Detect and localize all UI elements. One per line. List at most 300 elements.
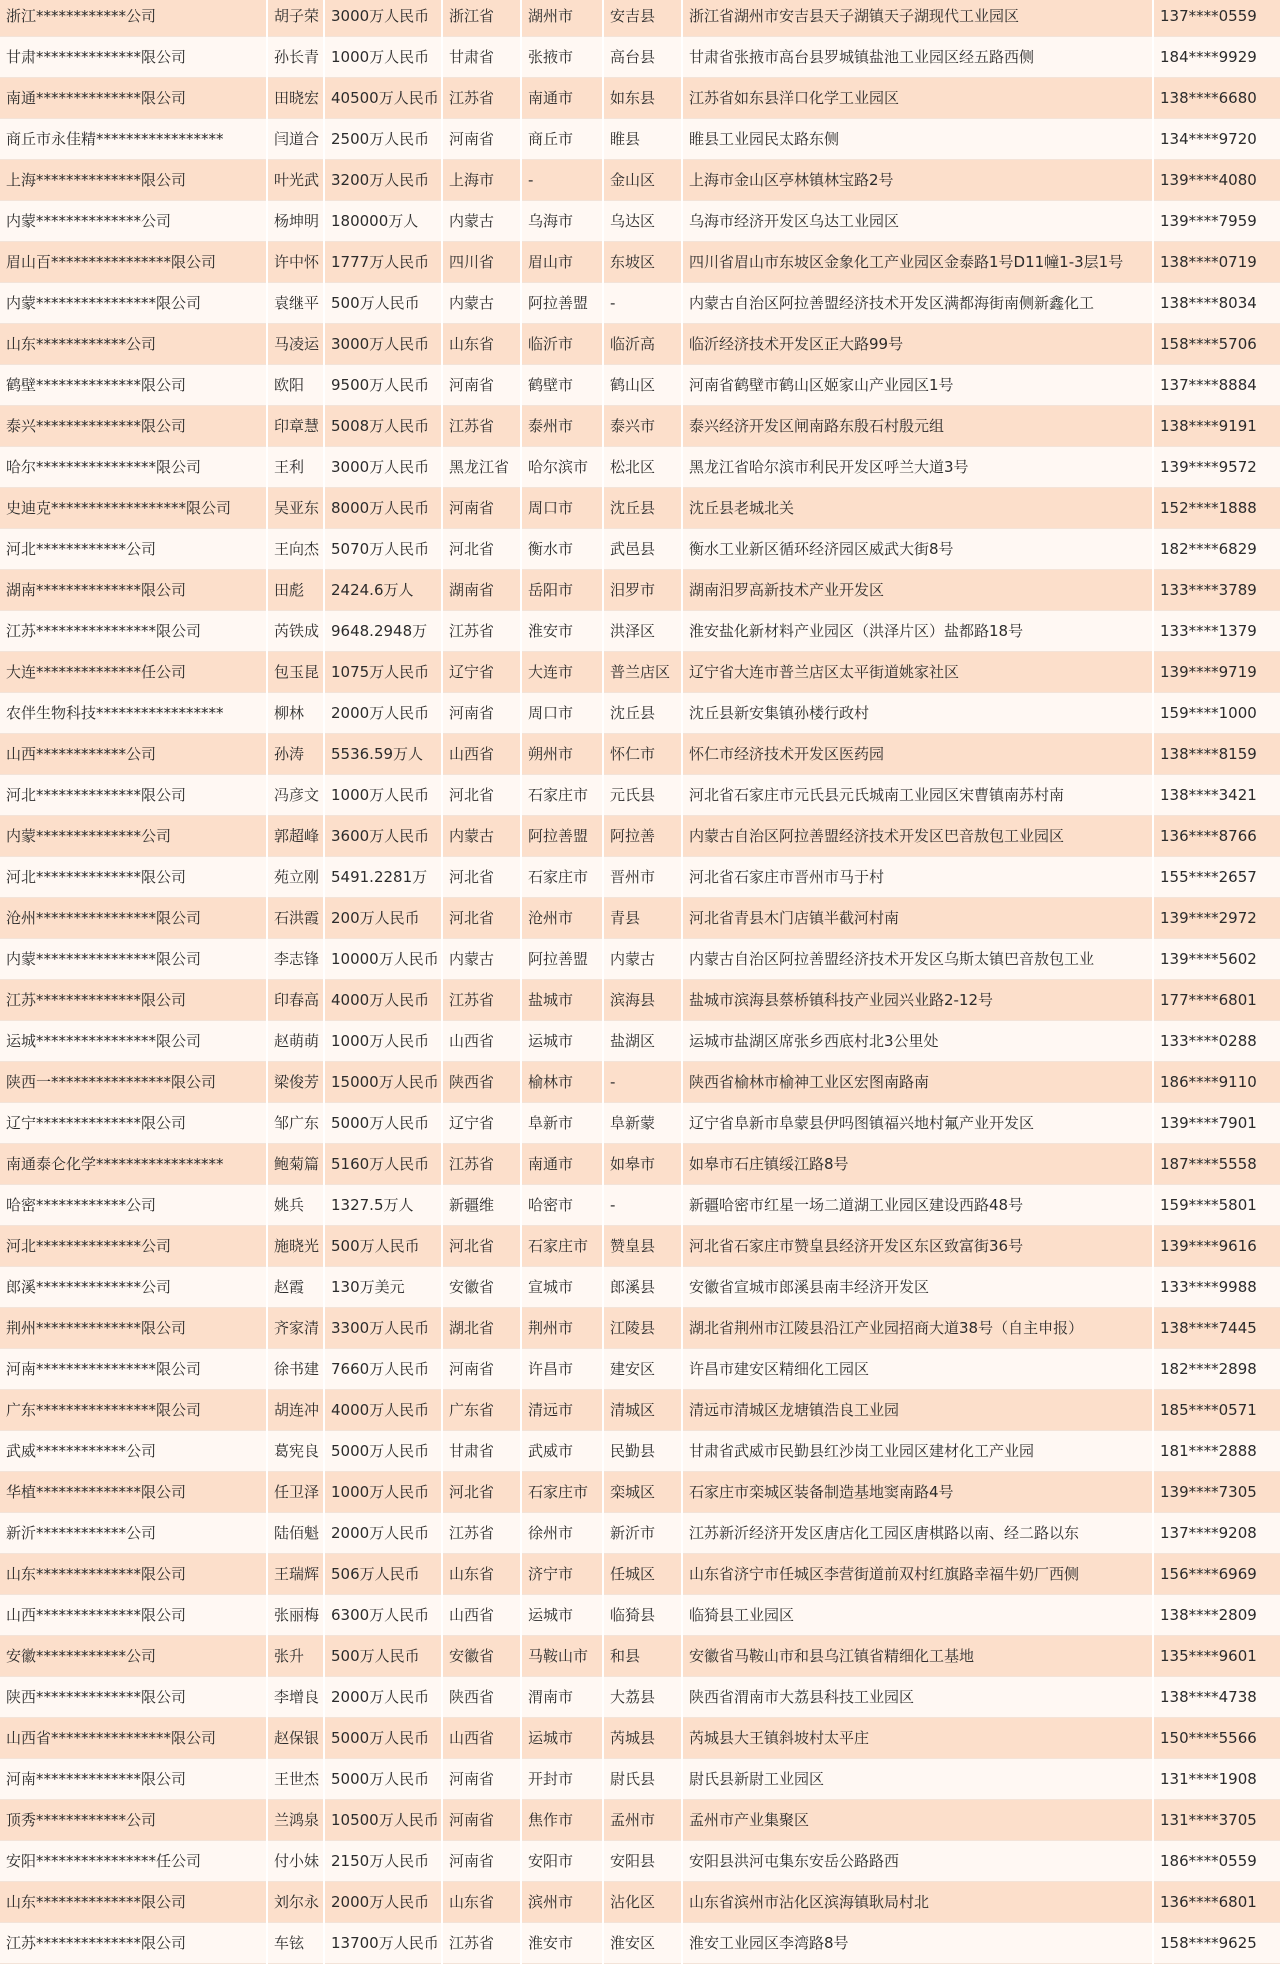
company-name-cell: 泰兴**************限公司 [0, 406, 267, 447]
company-name-cell: 河北**************公司 [0, 1226, 267, 1267]
district-cell: 临沂高 [603, 324, 682, 365]
legal-rep-cell: 叶光武 [267, 160, 324, 201]
city-cell: 南通市 [521, 1144, 603, 1185]
phone-cell: 131****3705 [1153, 1800, 1280, 1841]
phone-cell: 139****5602 [1153, 939, 1280, 980]
registered-capital-cell: 3300万人民币 [324, 1308, 442, 1349]
district-cell: 松北区 [603, 447, 682, 488]
phone-cell: 159****5801 [1153, 1185, 1280, 1226]
company-name-cell: 辽宁**************限公司 [0, 1103, 267, 1144]
province-cell: 湖北省 [442, 1308, 521, 1349]
legal-rep-cell: 赵保银 [267, 1718, 324, 1759]
district-cell: 临猗县 [603, 1595, 682, 1636]
address-cell: 安徽省马鞍山市和县乌江镇省精细化工基地 [682, 1636, 1153, 1677]
province-cell: 山西省 [442, 734, 521, 775]
registered-capital-cell: 9500万人民币 [324, 365, 442, 406]
city-cell: 石家庄市 [521, 1226, 603, 1267]
city-cell: 滨州市 [521, 1882, 603, 1923]
address-cell: 湖南汨罗高新技术产业开发区 [682, 570, 1153, 611]
table-row [0, 1759, 1280, 1800]
province-cell: 浙江省 [442, 0, 521, 37]
province-cell: 江苏省 [442, 980, 521, 1021]
table-row [0, 365, 1280, 406]
legal-rep-cell: 芮铁成 [267, 611, 324, 652]
province-cell: 河北省 [442, 775, 521, 816]
legal-rep-cell: 胡连冲 [267, 1390, 324, 1431]
district-cell: 鹤山区 [603, 365, 682, 406]
address-cell: 淮安盐化新材料产业园区（洪泽片区）盐都路18号 [682, 611, 1153, 652]
province-cell: 内蒙古 [442, 939, 521, 980]
phone-cell: 133****3789 [1153, 570, 1280, 611]
phone-cell: 139****7305 [1153, 1472, 1280, 1513]
city-cell: 焦作市 [521, 1800, 603, 1841]
table-row [0, 1636, 1280, 1677]
legal-rep-cell: 刘尔永 [267, 1882, 324, 1923]
city-cell: 岳阳市 [521, 570, 603, 611]
province-cell: 山东省 [442, 324, 521, 365]
phone-cell: 185****0571 [1153, 1390, 1280, 1431]
phone-cell: 139****7901 [1153, 1103, 1280, 1144]
company-name-cell: 郎溪**************公司 [0, 1267, 267, 1308]
address-cell: 怀仁市经济技术开发区医药园 [682, 734, 1153, 775]
address-cell: 陕西省渭南市大荔县科技工业园区 [682, 1677, 1153, 1718]
company-name-cell: 沧州****************限公司 [0, 898, 267, 939]
registered-capital-cell: 9648.2948万 [324, 611, 442, 652]
province-cell: 内蒙古 [442, 816, 521, 857]
province-cell: 山东省 [442, 1554, 521, 1595]
phone-cell: 137****9208 [1153, 1513, 1280, 1554]
company-name-cell: 山东**************限公司 [0, 1882, 267, 1923]
city-cell: 眉山市 [521, 242, 603, 283]
legal-rep-cell: 齐家清 [267, 1308, 324, 1349]
province-cell: 湖南省 [442, 570, 521, 611]
table-row [0, 734, 1280, 775]
phone-cell: 139****4080 [1153, 160, 1280, 201]
company-name-cell: 南通**************限公司 [0, 78, 267, 119]
city-cell: 周口市 [521, 488, 603, 529]
address-cell: 山东省滨州市沾化区滨海镇耿局村北 [682, 1882, 1153, 1923]
table-row [0, 1923, 1280, 1964]
phone-cell: 182****6829 [1153, 529, 1280, 570]
province-cell: 河南省 [442, 488, 521, 529]
table-row [0, 1677, 1280, 1718]
table-row [0, 324, 1280, 365]
legal-rep-cell: 石洪霞 [267, 898, 324, 939]
registered-capital-cell: 1000万人民币 [324, 37, 442, 78]
district-cell: 大荔县 [603, 1677, 682, 1718]
table-row [0, 775, 1280, 816]
phone-cell: 138****3421 [1153, 775, 1280, 816]
legal-rep-cell: 欧阳 [267, 365, 324, 406]
registered-capital-cell: 6300万人民币 [324, 1595, 442, 1636]
district-cell: 栾城区 [603, 1472, 682, 1513]
company-name-cell: 山西**************限公司 [0, 1595, 267, 1636]
province-cell: 辽宁省 [442, 652, 521, 693]
company-name-cell: 广东****************限公司 [0, 1390, 267, 1431]
province-cell: 内蒙古 [442, 283, 521, 324]
province-cell: 陕西省 [442, 1062, 521, 1103]
company-name-cell: 山西************公司 [0, 734, 267, 775]
phone-cell: 182****2898 [1153, 1349, 1280, 1390]
district-cell: 盐湖区 [603, 1021, 682, 1062]
district-cell: 郎溪县 [603, 1267, 682, 1308]
legal-rep-cell: 袁继平 [267, 283, 324, 324]
phone-cell: 139****9572 [1153, 447, 1280, 488]
province-cell: 辽宁省 [442, 1103, 521, 1144]
city-cell: 清远市 [521, 1390, 603, 1431]
city-cell: 石家庄市 [521, 1472, 603, 1513]
table-row [0, 1390, 1280, 1431]
province-cell: 江苏省 [442, 406, 521, 447]
company-name-cell: 内蒙**************公司 [0, 816, 267, 857]
legal-rep-cell: 付小妹 [267, 1841, 324, 1882]
company-name-cell: 商丘市永佳精***************** [0, 119, 267, 160]
city-cell: 马鞍山市 [521, 1636, 603, 1677]
phone-cell: 139****2972 [1153, 898, 1280, 939]
registered-capital-cell: 3200万人民币 [324, 160, 442, 201]
district-cell: 滨海县 [603, 980, 682, 1021]
district-cell: 淮安区 [603, 1923, 682, 1964]
district-cell: 青县 [603, 898, 682, 939]
city-cell: 南通市 [521, 78, 603, 119]
city-cell: 运城市 [521, 1595, 603, 1636]
district-cell: 普兰店区 [603, 652, 682, 693]
district-cell: 怀仁市 [603, 734, 682, 775]
registered-capital-cell: 200万人民币 [324, 898, 442, 939]
company-name-cell: 河南****************限公司 [0, 1349, 267, 1390]
legal-rep-cell: 杨坤明 [267, 201, 324, 242]
address-cell: 河北省石家庄市晋州市马于村 [682, 857, 1153, 898]
phone-cell: 150****5566 [1153, 1718, 1280, 1759]
province-cell: 四川省 [442, 242, 521, 283]
registered-capital-cell: 13700万人民币 [324, 1923, 442, 1964]
address-cell: 淮安工业园区李湾路8号 [682, 1923, 1153, 1964]
city-cell: - [521, 160, 603, 201]
company-name-cell: 顶秀************公司 [0, 1800, 267, 1841]
legal-rep-cell: 王世杰 [267, 1759, 324, 1800]
phone-cell: 133****9988 [1153, 1267, 1280, 1308]
address-cell: 河北省青县木门店镇半截河村南 [682, 898, 1153, 939]
table-row [0, 1431, 1280, 1472]
table-row [0, 1718, 1280, 1759]
district-cell: - [603, 1185, 682, 1226]
legal-rep-cell: 王瑞辉 [267, 1554, 324, 1595]
table-row [0, 857, 1280, 898]
address-cell: 运城市盐湖区席张乡西底村北3公里处 [682, 1021, 1153, 1062]
company-name-cell: 华植**************限公司 [0, 1472, 267, 1513]
province-cell: 安徽省 [442, 1267, 521, 1308]
district-cell: 武邑县 [603, 529, 682, 570]
registered-capital-cell: 2000万人民币 [324, 1677, 442, 1718]
company-name-cell: 江苏****************限公司 [0, 611, 267, 652]
table-row [0, 816, 1280, 857]
registered-capital-cell: 2500万人民币 [324, 119, 442, 160]
phone-cell: 137****8884 [1153, 365, 1280, 406]
legal-rep-cell: 吴亚东 [267, 488, 324, 529]
district-cell: 沾化区 [603, 1882, 682, 1923]
phone-cell: 187****5558 [1153, 1144, 1280, 1185]
company-name-cell: 荆州**************限公司 [0, 1308, 267, 1349]
district-cell: 东坡区 [603, 242, 682, 283]
city-cell: 安阳市 [521, 1841, 603, 1882]
district-cell: 晋州市 [603, 857, 682, 898]
company-name-cell: 内蒙****************限公司 [0, 939, 267, 980]
table-row [0, 1513, 1280, 1554]
table-row [0, 1554, 1280, 1595]
legal-rep-cell: 李增良 [267, 1677, 324, 1718]
phone-cell: 139****9719 [1153, 652, 1280, 693]
phone-cell: 181****2888 [1153, 1431, 1280, 1472]
province-cell: 河北省 [442, 898, 521, 939]
registered-capital-cell: 506万人民币 [324, 1554, 442, 1595]
province-cell: 河北省 [442, 1472, 521, 1513]
address-cell: 辽宁省阜新市阜蒙县伊吗图镇福兴地村氟产业开发区 [682, 1103, 1153, 1144]
registered-capital-cell: 130万美元 [324, 1267, 442, 1308]
address-cell: 临沂经济技术开发区正大路99号 [682, 324, 1153, 365]
registered-capital-cell: 2000万人民币 [324, 693, 442, 734]
company-name-cell: 安徽************公司 [0, 1636, 267, 1677]
table-row [0, 283, 1280, 324]
address-cell: 石家庄市栾城区装备制造基地窦南路4号 [682, 1472, 1153, 1513]
province-cell: 河南省 [442, 365, 521, 406]
legal-rep-cell: 胡子荣 [267, 0, 324, 37]
phone-cell: 159****1000 [1153, 693, 1280, 734]
city-cell: 运城市 [521, 1021, 603, 1062]
address-cell: 山东省济宁市任城区李营街道前双村红旗路幸福牛奶厂西侧 [682, 1554, 1153, 1595]
legal-rep-cell: 郭超峰 [267, 816, 324, 857]
province-cell: 广东省 [442, 1390, 521, 1431]
province-cell: 河北省 [442, 1226, 521, 1267]
company-name-cell: 南通泰仑化学***************** [0, 1144, 267, 1185]
city-cell: 石家庄市 [521, 857, 603, 898]
registered-capital-cell: 40500万人民币 [324, 78, 442, 119]
registered-capital-cell: 1075万人民币 [324, 652, 442, 693]
city-cell: 周口市 [521, 693, 603, 734]
registered-capital-cell: 10500万人民币 [324, 1800, 442, 1841]
city-cell: 济宁市 [521, 1554, 603, 1595]
company-name-cell: 陕西一****************限公司 [0, 1062, 267, 1103]
city-cell: 徐州市 [521, 1513, 603, 1554]
legal-rep-cell: 苑立刚 [267, 857, 324, 898]
province-cell: 河北省 [442, 529, 521, 570]
registered-capital-cell: 5008万人民币 [324, 406, 442, 447]
district-cell: 赞皇县 [603, 1226, 682, 1267]
legal-rep-cell: 李志锋 [267, 939, 324, 980]
district-cell: 汨罗市 [603, 570, 682, 611]
province-cell: 河北省 [442, 857, 521, 898]
province-cell: 江苏省 [442, 1144, 521, 1185]
company-name-cell: 河北************公司 [0, 529, 267, 570]
phone-cell: 138****8159 [1153, 734, 1280, 775]
city-cell: 鹤壁市 [521, 365, 603, 406]
legal-rep-cell: 孙长青 [267, 37, 324, 78]
district-cell: 阿拉善 [603, 816, 682, 857]
registered-capital-cell: 8000万人民币 [324, 488, 442, 529]
registered-capital-cell: 5491.2281万 [324, 857, 442, 898]
phone-cell: 186****9110 [1153, 1062, 1280, 1103]
phone-cell: 134****9720 [1153, 119, 1280, 160]
district-cell: 如东县 [603, 78, 682, 119]
company-name-cell: 甘肃**************限公司 [0, 37, 267, 78]
company-name-cell: 浙江************公司 [0, 0, 267, 37]
legal-rep-cell: 张升 [267, 1636, 324, 1677]
phone-cell: 133****1379 [1153, 611, 1280, 652]
legal-rep-cell: 兰鸿泉 [267, 1800, 324, 1841]
city-cell: 乌海市 [521, 201, 603, 242]
province-cell: 新疆维 [442, 1185, 521, 1226]
address-cell: 内蒙古自治区阿拉善盟经济技术开发区满都海街南侧新鑫化工 [682, 283, 1153, 324]
registered-capital-cell: 3000万人民币 [324, 447, 442, 488]
company-name-cell: 眉山百****************限公司 [0, 242, 267, 283]
province-cell: 江苏省 [442, 78, 521, 119]
phone-cell: 156****6969 [1153, 1554, 1280, 1595]
table-row [0, 242, 1280, 283]
province-cell: 黑龙江省 [442, 447, 521, 488]
company-name-cell: 河北**************限公司 [0, 775, 267, 816]
city-cell: 渭南市 [521, 1677, 603, 1718]
legal-rep-cell: 王向杰 [267, 529, 324, 570]
address-cell: 江苏省如东县洋口化学工业园区 [682, 78, 1153, 119]
address-cell: 芮城县大王镇斜坡村太平庄 [682, 1718, 1153, 1759]
legal-rep-cell: 赵霞 [267, 1267, 324, 1308]
district-cell: 睢县 [603, 119, 682, 160]
table-row [0, 119, 1280, 160]
legal-rep-cell: 田晓宏 [267, 78, 324, 119]
table-row [0, 37, 1280, 78]
table-row [0, 652, 1280, 693]
address-cell: 衡水工业新区循环经济园区威武大街8号 [682, 529, 1153, 570]
province-cell: 安徽省 [442, 1636, 521, 1677]
address-cell: 许昌市建安区精细化工园区 [682, 1349, 1153, 1390]
registered-capital-cell: 2150万人民币 [324, 1841, 442, 1882]
table-row [0, 1800, 1280, 1841]
legal-rep-cell: 孙涛 [267, 734, 324, 775]
table-row [0, 1062, 1280, 1103]
district-cell: 江陵县 [603, 1308, 682, 1349]
district-cell: 新沂市 [603, 1513, 682, 1554]
district-cell: 任城区 [603, 1554, 682, 1595]
company-name-cell: 江苏**************限公司 [0, 1923, 267, 1964]
table-row [0, 160, 1280, 201]
registered-capital-cell: 3600万人民币 [324, 816, 442, 857]
registered-capital-cell: 7660万人民币 [324, 1349, 442, 1390]
legal-rep-cell: 包玉昆 [267, 652, 324, 693]
city-cell: 大连市 [521, 652, 603, 693]
phone-cell: 184****9929 [1153, 37, 1280, 78]
phone-cell: 155****2657 [1153, 857, 1280, 898]
district-cell: 元氏县 [603, 775, 682, 816]
district-cell: 和县 [603, 1636, 682, 1677]
phone-cell: 136****8766 [1153, 816, 1280, 857]
table-row [0, 939, 1280, 980]
table-row [0, 1472, 1280, 1513]
registered-capital-cell: 5000万人民币 [324, 1431, 442, 1472]
phone-cell: 139****7959 [1153, 201, 1280, 242]
registered-capital-cell: 4000万人民币 [324, 1390, 442, 1431]
province-cell: 河南省 [442, 693, 521, 734]
company-name-cell: 哈尔****************限公司 [0, 447, 267, 488]
province-cell: 上海市 [442, 160, 521, 201]
table-row [0, 1349, 1280, 1390]
company-name-cell: 湖南**************限公司 [0, 570, 267, 611]
table-row [0, 898, 1280, 939]
phone-cell: 138****6680 [1153, 78, 1280, 119]
city-cell: 阜新市 [521, 1103, 603, 1144]
province-cell: 甘肃省 [442, 1431, 521, 1472]
city-cell: 阿拉善盟 [521, 283, 603, 324]
province-cell: 山东省 [442, 1882, 521, 1923]
phone-cell: 131****1908 [1153, 1759, 1280, 1800]
registered-capital-cell: 4000万人民币 [324, 980, 442, 1021]
legal-rep-cell: 许中怀 [267, 242, 324, 283]
legal-rep-cell: 印章慧 [267, 406, 324, 447]
registered-capital-cell: 500万人民币 [324, 1636, 442, 1677]
registered-capital-cell: 1000万人民币 [324, 775, 442, 816]
address-cell: 睢县工业园民太路东侧 [682, 119, 1153, 160]
address-cell: 河南省鹤壁市鹤山区姬家山产业园区1号 [682, 365, 1153, 406]
city-cell: 哈尔滨市 [521, 447, 603, 488]
city-cell: 淮安市 [521, 611, 603, 652]
city-cell: 泰州市 [521, 406, 603, 447]
phone-cell: 136****6801 [1153, 1882, 1280, 1923]
registered-capital-cell: 5000万人民币 [324, 1759, 442, 1800]
legal-rep-cell: 徐书建 [267, 1349, 324, 1390]
registered-capital-cell: 2000万人民币 [324, 1513, 442, 1554]
district-cell: 孟州市 [603, 1800, 682, 1841]
address-cell: 安徽省宣城市郎溪县南丰经济开发区 [682, 1267, 1153, 1308]
city-cell: 临沂市 [521, 324, 603, 365]
province-cell: 内蒙古 [442, 201, 521, 242]
phone-cell: 138****2809 [1153, 1595, 1280, 1636]
city-cell: 商丘市 [521, 119, 603, 160]
legal-rep-cell: 张丽梅 [267, 1595, 324, 1636]
address-cell: 浙江省湖州市安吉县天子湖镇天子湖现代工业园区 [682, 0, 1153, 37]
city-cell: 武威市 [521, 1431, 603, 1472]
company-name-cell: 内蒙****************限公司 [0, 283, 267, 324]
table-row [0, 980, 1280, 1021]
table-row [0, 406, 1280, 447]
district-cell: 沈丘县 [603, 693, 682, 734]
city-cell: 朔州市 [521, 734, 603, 775]
district-cell: 尉氏县 [603, 1759, 682, 1800]
address-cell: 甘肃省武威市民勤县红沙岗工业园区建材化工产业园 [682, 1431, 1153, 1472]
city-cell: 阿拉善盟 [521, 939, 603, 980]
district-cell: 阜新蒙 [603, 1103, 682, 1144]
registered-capital-cell: 5160万人民币 [324, 1144, 442, 1185]
district-cell: 安阳县 [603, 1841, 682, 1882]
company-name-cell: 鹤壁**************限公司 [0, 365, 267, 406]
address-cell: 乌海市经济开发区乌达工业园区 [682, 201, 1153, 242]
city-cell: 荆州市 [521, 1308, 603, 1349]
city-cell: 盐城市 [521, 980, 603, 1021]
province-cell: 河南省 [442, 1759, 521, 1800]
address-cell: 湖北省荆州市江陵县沿江产业园招商大道38号（自主申报） [682, 1308, 1153, 1349]
table-row [0, 201, 1280, 242]
province-cell: 河南省 [442, 119, 521, 160]
address-cell: 临猗县工业园区 [682, 1595, 1153, 1636]
city-cell: 阿拉善盟 [521, 816, 603, 857]
address-cell: 尉氏县新尉工业园区 [682, 1759, 1153, 1800]
registered-capital-cell: 1327.5万人 [324, 1185, 442, 1226]
table-row [0, 1595, 1280, 1636]
city-cell: 沧州市 [521, 898, 603, 939]
company-name-cell: 史迪克******************限公司 [0, 488, 267, 529]
legal-rep-cell: 梁俊芳 [267, 1062, 324, 1103]
table-row [0, 1226, 1280, 1267]
district-cell: 民勤县 [603, 1431, 682, 1472]
district-cell: 芮城县 [603, 1718, 682, 1759]
phone-cell: 138****0719 [1153, 242, 1280, 283]
